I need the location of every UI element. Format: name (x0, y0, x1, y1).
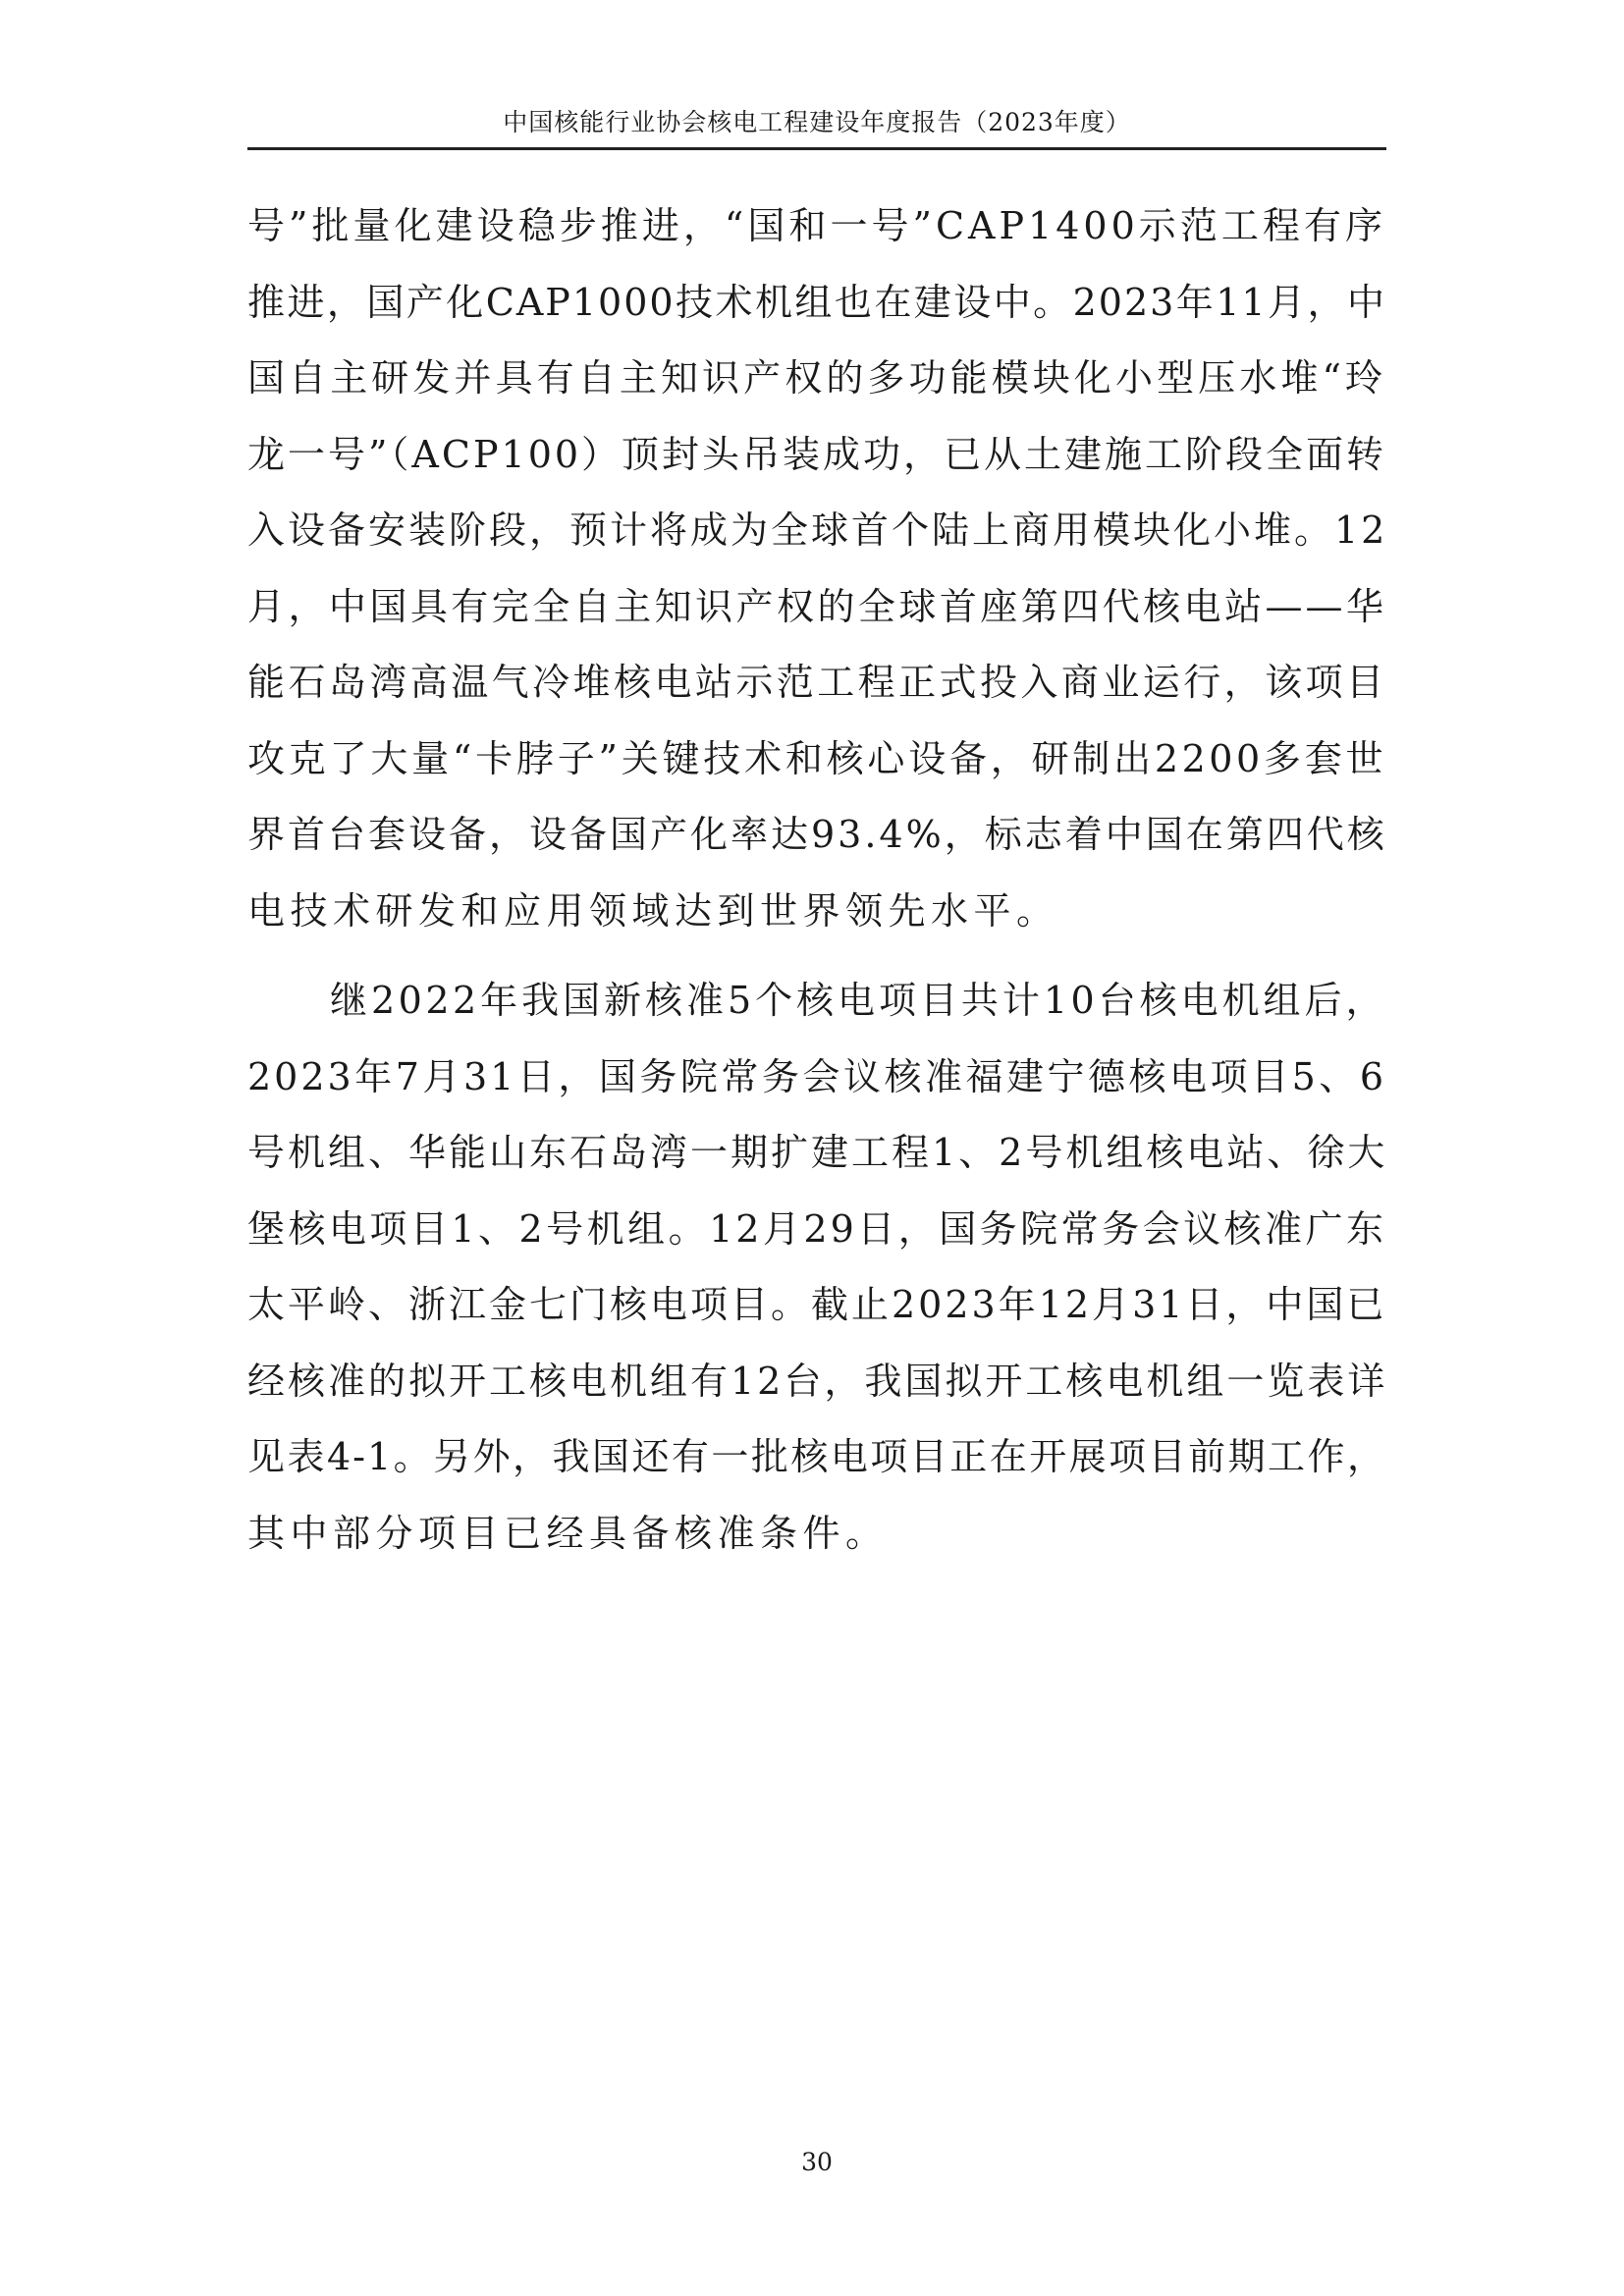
text-line: 攻克了大量“卡脖子”关键技术和核心设备，研制出2200多套世 (247, 736, 1386, 780)
text-line: 经核准的拟开工核电机组有12台，我国拟开工核电机组一览表详 (247, 1359, 1388, 1403)
text-line: 见表4-1。另外，我国还有一批核电项目正在开展项目前期工作， (247, 1435, 1386, 1478)
running-header: 中国核能行业协会核电工程建设年度报告（2023年度） (503, 108, 1131, 136)
text-line: 能石岛湾高温气冷堆核电站示范工程正式投入商业运行，该项目 (247, 661, 1386, 704)
text-line: 界首台套设备，设备国产化率达93.4%，标志着中国在第四代核 (247, 813, 1387, 856)
text-line: 电技术研发和应用领域达到世界领先水平。 (247, 888, 1059, 933)
paragraph-2 (247, 963, 1386, 1572)
body-text (247, 188, 1386, 1572)
header-rule (247, 147, 1386, 150)
text-line: 堡核电项目1、2号机组。12月29日，国务院常务会议核准广东 (247, 1206, 1386, 1251)
paragraph-1 (247, 188, 1386, 949)
text-line: 号机组、华能山东石岛湾一期扩建工程1、2号机组核电站、徐大 (247, 1131, 1388, 1174)
text-line: 其中部分项目已经具备核准条件。 (247, 1511, 889, 1555)
text-line: 太平岭、浙江金七门核电项目。截止2023年12月31日，中国已 (247, 1283, 1387, 1326)
text-line: 继2022年我国新核准5个核电项目共计10台核电机组后， (330, 979, 1386, 1022)
text-line: 入设备安装阶段，预计将成为全球首个陆上商用模块化小堆。12 (247, 508, 1388, 552)
text-line: 2023年7月31日，国务院常务会议核准福建宁德核电项目5、6 (247, 1054, 1386, 1098)
text-line: 国自主研发并具有自主知识产权的多功能模块化小型压水堆“玲 (247, 356, 1386, 400)
page-number: 30 (801, 2148, 833, 2176)
text-line: 号”批量化建设稳步推进，“国和一号”CAP1400示范工程有序 (247, 204, 1386, 247)
text-line: 推进，国产化CAP1000技术机组也在建设中。2023年11月，中 (247, 280, 1386, 324)
text-line: 龙一号”（ACP100）顶封头吊装成功，已从土建施工阶段全面转 (247, 432, 1387, 476)
text-line: 月，中国具有完全自主知识产权的全球首座第四代核电站——华 (247, 584, 1386, 628)
